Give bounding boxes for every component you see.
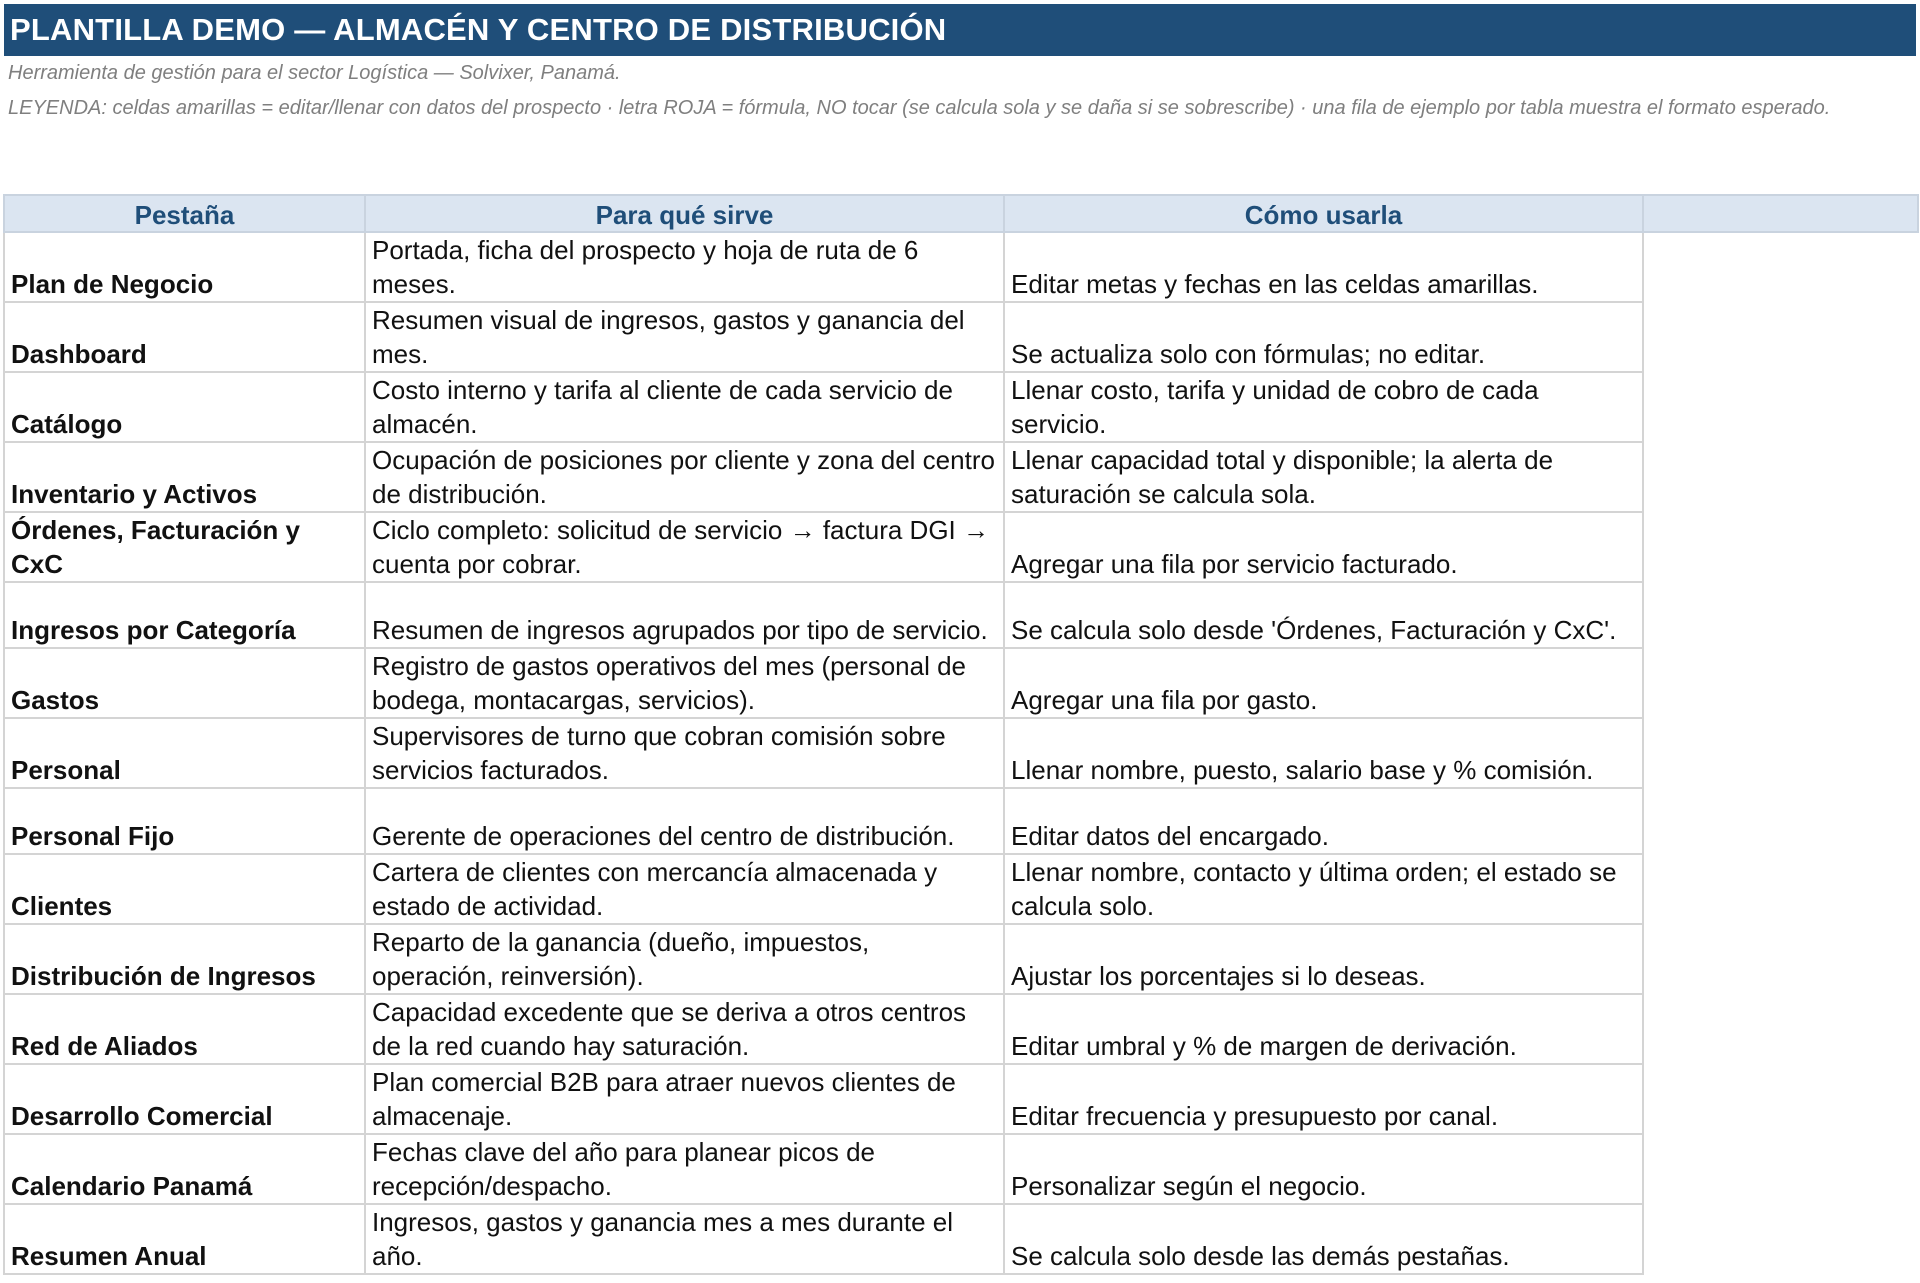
tab-name-cell[interactable]: Plan de Negocio bbox=[4, 232, 365, 302]
usage-cell[interactable]: Editar datos del encargado. bbox=[1004, 788, 1643, 854]
tab-name-cell[interactable]: Ingresos por Categoría bbox=[4, 582, 365, 648]
tab-name-cell[interactable]: Personal Fijo bbox=[4, 788, 365, 854]
color-legend[interactable]: LEYENDA: celdas amarillas = editar/llenar con datos del prospecto · letra ROJA = fórmula, NO tocar (se calcula sola y se daña si se sobrescribe) · una fila de ejemplo por tabla muestra el formato esperado. bbox=[8, 97, 1831, 119]
table-row bbox=[4, 648, 1918, 718]
tab-name-cell[interactable]: Distribución de Ingresos bbox=[4, 924, 365, 994]
purpose-cell[interactable]: Registro de gastos operativos del mes (personal de bodega, montacargas, servicios). bbox=[365, 648, 1004, 718]
table-row bbox=[4, 442, 1918, 512]
purpose-cell[interactable]: Supervisores de turno que cobran comisión sobre servicios facturados. bbox=[365, 718, 1004, 788]
usage-cell[interactable]: Editar frecuencia y presupuesto por canal. bbox=[1004, 1064, 1643, 1134]
table-row bbox=[4, 1134, 1918, 1204]
tab-name-cell[interactable]: Gastos bbox=[4, 648, 365, 718]
empty-cell[interactable] bbox=[1643, 1134, 1918, 1204]
header-purpose[interactable]: Para qué sirve bbox=[365, 195, 1004, 232]
usage-cell[interactable]: Llenar costo, tarifa y unidad de cobro de cada servicio. bbox=[1004, 372, 1643, 442]
usage-cell[interactable]: Agregar una fila por gasto. bbox=[1004, 648, 1643, 718]
empty-cell[interactable] bbox=[1643, 232, 1918, 302]
header-empty[interactable] bbox=[1643, 195, 1918, 232]
tab-guide-table bbox=[3, 194, 1919, 1275]
usage-cell[interactable]: Ajustar los porcentajes si lo deseas. bbox=[1004, 924, 1643, 994]
tab-name-cell[interactable]: Calendario Panamá bbox=[4, 1134, 365, 1204]
tab-name-cell[interactable]: Órdenes, Facturación y CxC bbox=[4, 512, 365, 582]
table-row bbox=[4, 302, 1918, 372]
purpose-cell[interactable]: Resumen de ingresos agrupados por tipo de servicio. bbox=[365, 582, 1004, 648]
empty-cell[interactable] bbox=[1643, 924, 1918, 994]
purpose-cell[interactable]: Capacidad excedente que se deriva a otros centros de la red cuando hay saturación. bbox=[365, 994, 1004, 1064]
table-row bbox=[4, 924, 1918, 994]
table-row bbox=[4, 1204, 1918, 1274]
purpose-cell[interactable]: Fechas clave del año para planear picos de recepción/despacho. bbox=[365, 1134, 1004, 1204]
tab-name-cell[interactable]: Catálogo bbox=[4, 372, 365, 442]
purpose-cell[interactable]: Ocupación de posiciones por cliente y zona del centro de distribución. bbox=[365, 442, 1004, 512]
tab-name-cell[interactable]: Dashboard bbox=[4, 302, 365, 372]
purpose-cell[interactable]: Ciclo completo: solicitud de servicio → factura DGI → cuenta por cobrar. bbox=[365, 512, 1004, 582]
purpose-cell[interactable]: Gerente de operaciones del centro de distribución. bbox=[365, 788, 1004, 854]
purpose-cell[interactable]: Ingresos, gastos y ganancia mes a mes durante el año. bbox=[365, 1204, 1004, 1274]
tab-name-cell[interactable]: Desarrollo Comercial bbox=[4, 1064, 365, 1134]
empty-cell[interactable] bbox=[1643, 854, 1918, 924]
tab-name-cell[interactable]: Personal bbox=[4, 718, 365, 788]
tab-name-cell[interactable]: Red de Aliados bbox=[4, 994, 365, 1064]
table-row bbox=[4, 718, 1918, 788]
purpose-cell[interactable]: Plan comercial B2B para atraer nuevos clientes de almacenaje. bbox=[365, 1064, 1004, 1134]
empty-cell[interactable] bbox=[1643, 372, 1918, 442]
table-row bbox=[4, 372, 1918, 442]
empty-cell[interactable] bbox=[1643, 302, 1918, 372]
purpose-cell[interactable]: Portada, ficha del prospecto y hoja de ruta de 6 meses. bbox=[365, 232, 1004, 302]
header-row bbox=[4, 195, 1918, 232]
table-row bbox=[4, 512, 1918, 582]
tab-name-cell[interactable]: Inventario y Activos bbox=[4, 442, 365, 512]
table-row bbox=[4, 582, 1918, 648]
usage-cell[interactable]: Llenar capacidad total y disponible; la alerta de saturación se calcula sola. bbox=[1004, 442, 1643, 512]
tab-name-cell[interactable]: Resumen Anual bbox=[4, 1204, 365, 1274]
usage-cell[interactable]: Se actualiza solo con fórmulas; no editar. bbox=[1004, 302, 1643, 372]
empty-cell[interactable] bbox=[1643, 442, 1918, 512]
usage-cell[interactable]: Se calcula solo desde 'Órdenes, Facturación y CxC'. bbox=[1004, 582, 1643, 648]
empty-cell[interactable] bbox=[1643, 994, 1918, 1064]
header-tab[interactable]: Pestaña bbox=[4, 195, 365, 232]
usage-cell[interactable]: Editar umbral y % de margen de derivación. bbox=[1004, 994, 1643, 1064]
usage-cell[interactable]: Llenar nombre, puesto, salario base y % comisión. bbox=[1004, 718, 1643, 788]
empty-cell[interactable] bbox=[1643, 648, 1918, 718]
usage-cell[interactable]: Llenar nombre, contacto y última orden; el estado se calcula solo. bbox=[1004, 854, 1643, 924]
usage-cell[interactable]: Se calcula solo desde las demás pestañas. bbox=[1004, 1204, 1643, 1274]
empty-cell[interactable] bbox=[1643, 1064, 1918, 1134]
empty-cell[interactable] bbox=[1643, 1204, 1918, 1274]
tab-name-cell[interactable]: Clientes bbox=[4, 854, 365, 924]
table-row bbox=[4, 994, 1918, 1064]
header-usage[interactable]: Cómo usarla bbox=[1004, 195, 1643, 232]
table-row bbox=[4, 232, 1918, 302]
usage-cell[interactable]: Personalizar según el negocio. bbox=[1004, 1134, 1643, 1204]
empty-cell[interactable] bbox=[1643, 788, 1918, 854]
sheet-title[interactable]: PLANTILLA DEMO — ALMACÉN Y CENTRO DE DISTRIBUCIÓN bbox=[4, 4, 1916, 56]
table-row bbox=[4, 854, 1918, 924]
purpose-cell[interactable]: Resumen visual de ingresos, gastos y ganancia del mes. bbox=[365, 302, 1004, 372]
empty-cell[interactable] bbox=[1643, 512, 1918, 582]
empty-cell[interactable] bbox=[1643, 718, 1918, 788]
purpose-cell[interactable]: Reparto de la ganancia (dueño, impuestos, operación, reinversión). bbox=[365, 924, 1004, 994]
empty-cell[interactable] bbox=[1643, 582, 1918, 648]
sheet-subtitle[interactable]: Herramienta de gestión para el sector Logística — Solvixer, Panamá. bbox=[8, 62, 621, 84]
usage-cell[interactable]: Agregar una fila por servicio facturado. bbox=[1004, 512, 1643, 582]
purpose-cell[interactable]: Cartera de clientes con mercancía almacenada y estado de actividad. bbox=[365, 854, 1004, 924]
purpose-cell[interactable]: Costo interno y tarifa al cliente de cada servicio de almacén. bbox=[365, 372, 1004, 442]
usage-cell[interactable]: Editar metas y fechas en las celdas amarillas. bbox=[1004, 232, 1643, 302]
table-row bbox=[4, 1064, 1918, 1134]
table-row bbox=[4, 788, 1918, 854]
